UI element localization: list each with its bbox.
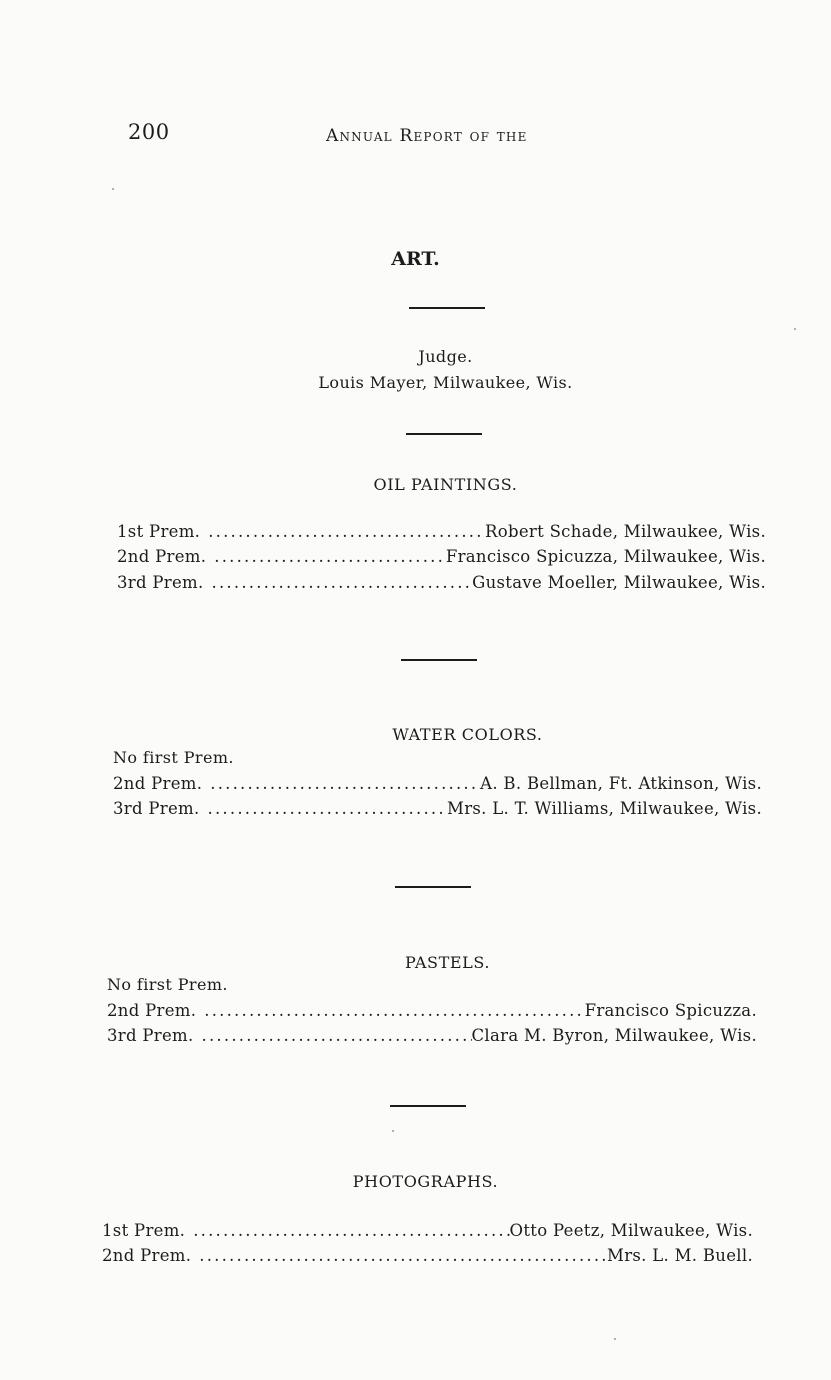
divider: [395, 886, 471, 888]
premium-entry: [117, 547, 766, 566]
premium-label: 2nd Prem.: [113, 774, 203, 793]
premium-winner: Mrs. L. M. Buell.: [607, 1246, 753, 1265]
section-heading-water-colors: WATER COLORS.: [392, 725, 543, 744]
paper-speck: [614, 1338, 616, 1340]
section-heading-oil-paintings: OIL PAINTINGS.: [373, 475, 518, 494]
paper-speck: [794, 328, 796, 330]
premium-label: 2nd Prem.: [107, 1001, 197, 1020]
premium-label: 1st Prem.: [117, 522, 201, 541]
premium-label: 1st Prem.: [102, 1221, 186, 1240]
premium-entry: [113, 774, 762, 793]
premium-entry: [113, 799, 762, 818]
dot-leader: [202, 774, 480, 793]
premium-winner: Robert Schade, Milwaukee, Wis.: [485, 522, 766, 541]
dot-leader: [200, 522, 485, 541]
premium-winner: Francisco Spicuzza.: [584, 1001, 757, 1020]
divider: [409, 307, 485, 309]
paper-speck: [392, 1130, 394, 1132]
premium-winner: Francisco Spicuzza, Milwaukee, Wis.: [445, 547, 766, 566]
dot-leader: [194, 1026, 472, 1045]
dot-leader: [185, 1221, 509, 1240]
judge-name: Louis Mayer, Milwaukee, Wis.: [318, 373, 573, 392]
judge-heading: Judge.: [418, 347, 473, 366]
premium-winner: Mrs. L. T. Williams, Milwaukee, Wis.: [447, 799, 762, 818]
divider: [401, 659, 477, 661]
premium-label: 3rd Prem.: [117, 573, 204, 592]
divider: [406, 433, 482, 435]
premium-winner: Clara M. Byron, Milwaukee, Wis.: [471, 1026, 757, 1045]
premium-entry: [107, 1001, 757, 1020]
premium-entry: [117, 573, 766, 592]
premium-label: 3rd Prem.: [113, 799, 200, 818]
section-note: No first Prem.: [113, 748, 234, 767]
premium-winner: Otto Peetz, Milwaukee, Wis.: [509, 1221, 753, 1240]
running-head: Annual Report of the: [326, 126, 528, 146]
page-title: ART.: [391, 248, 440, 270]
section-note: No first Prem.: [107, 975, 228, 994]
dot-leader: [206, 547, 446, 566]
dot-leader: [204, 573, 473, 592]
premium-label: 3rd Prem.: [107, 1026, 194, 1045]
premium-label: 2nd Prem.: [117, 547, 207, 566]
divider: [390, 1105, 466, 1107]
premium-entry: [107, 1026, 757, 1045]
premium-entry: [117, 522, 766, 541]
premium-winner: A. B. Bellman, Ft. Atkinson, Wis.: [480, 774, 762, 793]
paper-speck: [112, 188, 114, 190]
premium-entry: [102, 1246, 753, 1265]
premium-entry: [102, 1221, 753, 1240]
page-number: 200: [128, 120, 170, 144]
dot-leader: [196, 1001, 584, 1020]
section-heading-photographs: PHOTOGRAPHS.: [352, 1172, 499, 1191]
dot-leader: [191, 1246, 607, 1265]
premium-winner: Gustave Moeller, Milwaukee, Wis.: [472, 573, 766, 592]
dot-leader: [200, 799, 447, 818]
section-heading-pastels: PASTELS.: [404, 953, 491, 972]
premium-label: 2nd Prem.: [102, 1246, 192, 1265]
